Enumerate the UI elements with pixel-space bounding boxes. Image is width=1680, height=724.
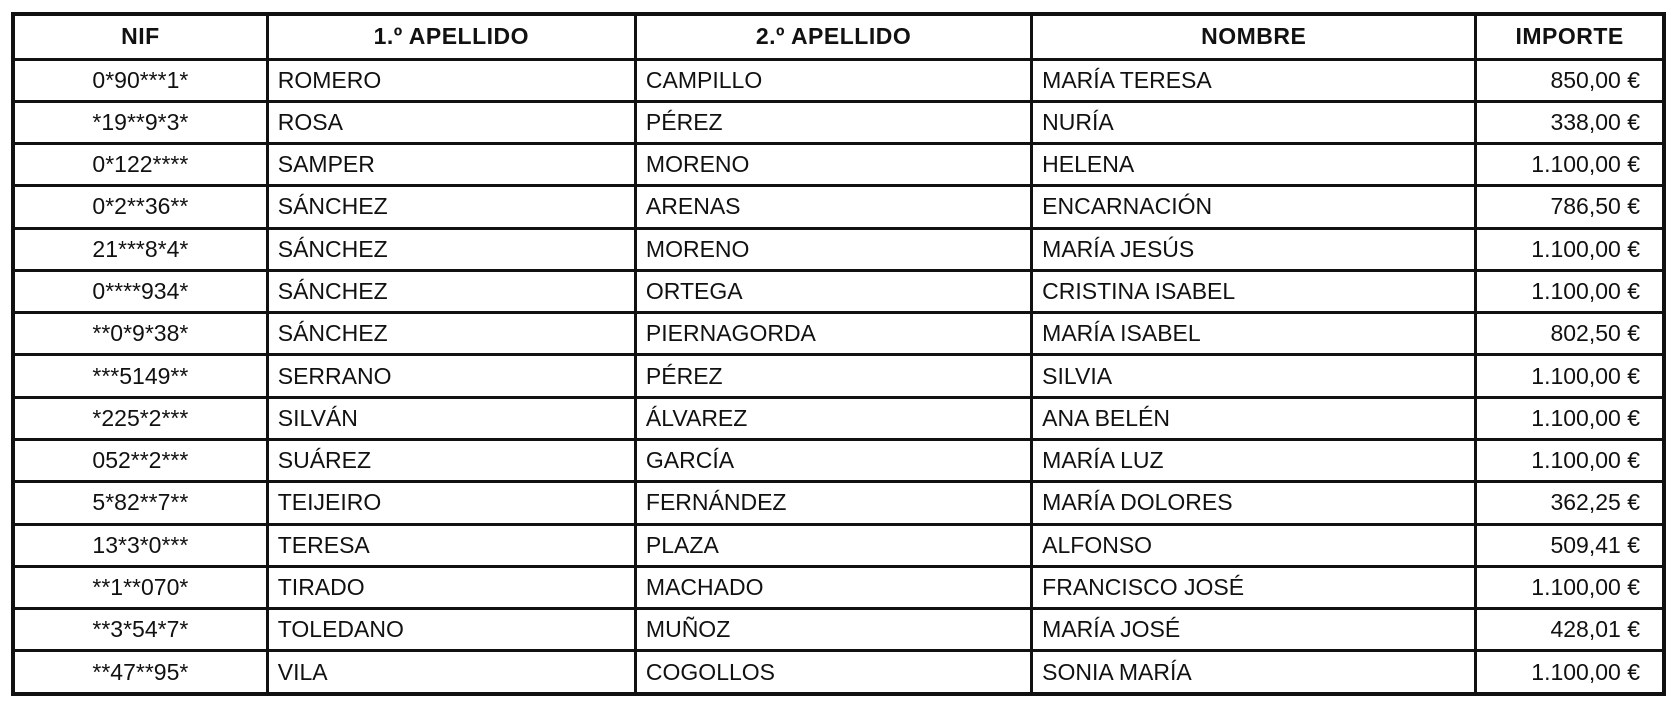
cell-nif: **0*9*38* [13,313,267,355]
cell-nif: 0*90***1* [13,59,267,101]
cell-apellido2: PÉREZ [635,355,1031,397]
table-row [13,228,1664,270]
cell-nombre: MARÍA ISABEL [1032,313,1476,355]
cell-nombre: MARÍA DOLORES [1032,482,1476,524]
table-row [13,482,1664,524]
cell-importe: 1.100,00 € [1476,144,1664,186]
cell-nif: 052**2*** [13,440,267,482]
cell-importe: 1.100,00 € [1476,651,1664,694]
cell-apellido2: MUÑOZ [635,609,1031,651]
cell-apellido1: SAMPER [267,144,635,186]
table-row [13,355,1664,397]
cell-nombre: NURÍA [1032,101,1476,143]
cell-apellido1: SÁNCHEZ [267,270,635,312]
cell-importe: 1.100,00 € [1476,355,1664,397]
cell-nombre: ALFONSO [1032,524,1476,566]
cell-apellido2: MORENO [635,144,1031,186]
cell-apellido1: SERRANO [267,355,635,397]
cell-nombre: HELENA [1032,144,1476,186]
table-row [13,144,1664,186]
cell-importe: 1.100,00 € [1476,566,1664,608]
cell-apellido1: ROSA [267,101,635,143]
cell-apellido1: ROMERO [267,59,635,101]
table-row [13,313,1664,355]
cell-nif: 0*2**36** [13,186,267,228]
cell-importe: 1.100,00 € [1476,228,1664,270]
cell-apellido2: MORENO [635,228,1031,270]
table-row [13,524,1664,566]
cell-nombre: MARÍA JOSÉ [1032,609,1476,651]
cell-importe: 1.100,00 € [1476,270,1664,312]
table-header-row [13,14,1664,59]
cell-nombre: ANA BELÉN [1032,397,1476,439]
cell-nif: **3*54*7* [13,609,267,651]
header-nif: NIF [13,14,267,59]
cell-apellido1: TOLEDANO [267,609,635,651]
cell-importe: 1.100,00 € [1476,440,1664,482]
cell-nombre: SONIA MARÍA [1032,651,1476,694]
cell-nif: 0*122**** [13,144,267,186]
table-row [13,186,1664,228]
cell-apellido2: GARCÍA [635,440,1031,482]
cell-importe: 786,50 € [1476,186,1664,228]
cell-apellido2: ÁLVAREZ [635,397,1031,439]
cell-nombre: MARÍA JESÚS [1032,228,1476,270]
cell-importe: 509,41 € [1476,524,1664,566]
cell-importe: 1.100,00 € [1476,397,1664,439]
cell-nombre: FRANCISCO JOSÉ [1032,566,1476,608]
cell-apellido1: TERESA [267,524,635,566]
cell-apellido2: MACHADO [635,566,1031,608]
cell-nif: ***5149** [13,355,267,397]
cell-apellido2: ARENAS [635,186,1031,228]
cell-apellido1: TEIJEIRO [267,482,635,524]
table-row [13,397,1664,439]
table-row [13,609,1664,651]
cell-nif: **1**070* [13,566,267,608]
beneficiaries-table [11,12,1666,696]
table-body [13,59,1664,694]
cell-apellido2: ORTEGA [635,270,1031,312]
cell-nombre: ENCARNACIÓN [1032,186,1476,228]
cell-nif: 13*3*0*** [13,524,267,566]
cell-apellido2: PIERNAGORDA [635,313,1031,355]
cell-nif: **47**95* [13,651,267,694]
cell-apellido2: COGOLLOS [635,651,1031,694]
cell-apellido1: SÁNCHEZ [267,228,635,270]
cell-apellido1: TIRADO [267,566,635,608]
header-importe: IMPORTE [1476,14,1664,59]
cell-nif: 0****934* [13,270,267,312]
cell-apellido1: SÁNCHEZ [267,186,635,228]
table-row [13,651,1664,694]
cell-apellido2: PLAZA [635,524,1031,566]
header-apellido2: 2.º APELLIDO [635,14,1031,59]
table-row [13,59,1664,101]
cell-apellido1: SILVÁN [267,397,635,439]
cell-apellido2: FERNÁNDEZ [635,482,1031,524]
cell-nif: *19**9*3* [13,101,267,143]
cell-importe: 428,01 € [1476,609,1664,651]
cell-apellido2: PÉREZ [635,101,1031,143]
cell-nif: 5*82**7** [13,482,267,524]
cell-importe: 850,00 € [1476,59,1664,101]
cell-nombre: CRISTINA ISABEL [1032,270,1476,312]
cell-importe: 802,50 € [1476,313,1664,355]
cell-nombre: MARÍA TERESA [1032,59,1476,101]
table-row [13,270,1664,312]
cell-nif: 21***8*4* [13,228,267,270]
cell-nombre: MARÍA LUZ [1032,440,1476,482]
cell-apellido2: CAMPILLO [635,59,1031,101]
cell-apellido1: SUÁREZ [267,440,635,482]
cell-apellido1: SÁNCHEZ [267,313,635,355]
cell-apellido1: VILA [267,651,635,694]
table-row [13,566,1664,608]
cell-nombre: SILVIA [1032,355,1476,397]
header-nombre: NOMBRE [1032,14,1476,59]
table-row [13,440,1664,482]
cell-nif: *225*2*** [13,397,267,439]
header-apellido1: 1.º APELLIDO [267,14,635,59]
cell-importe: 338,00 € [1476,101,1664,143]
table-row [13,101,1664,143]
cell-importe: 362,25 € [1476,482,1664,524]
